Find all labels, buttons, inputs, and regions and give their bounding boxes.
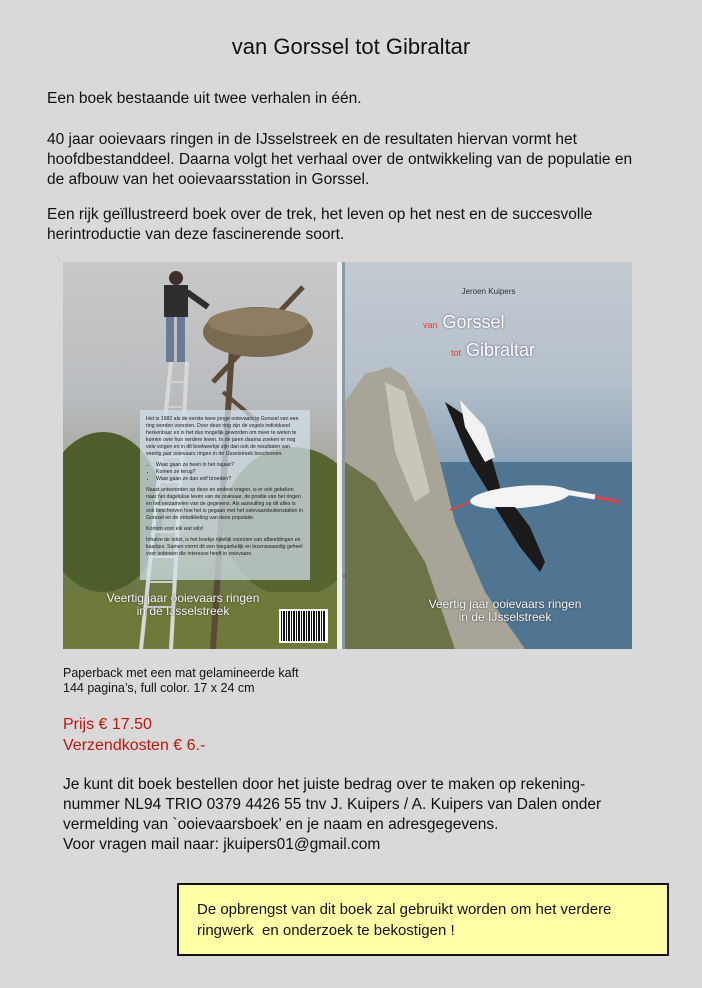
book-info [63, 666, 299, 696]
illustrated-paragraph: Een rijk geïllustreerd boek over de trek, het leven op het nest en de succesvolle herintroductie van deze fascinerende soort. [47, 206, 593, 243]
page-title: van Gorssel tot Gibraltar [231, 34, 471, 59]
order-line: nummer NL94 TRIO 0379 4426 55 tnv J. Kuipers / A. Kuipers van Dalen onder [63, 796, 602, 813]
order-line: Je kunt dit boek bestellen door het juiste bedrag over te maken op rekening- [63, 776, 586, 793]
cover-title-prefix: tot [451, 348, 462, 358]
back-text: Kortom voor elk wat wils! [146, 526, 204, 532]
info-line: 144 pagina’s, full color. 17 x 24 cm [63, 681, 255, 695]
person-body [164, 285, 188, 317]
stork-nest-top [208, 308, 308, 336]
back-cover [63, 262, 337, 649]
cover-title-prefix: van [423, 320, 438, 330]
back-bullet: • Waar gaan ze dan zelf broeden? [156, 476, 304, 483]
back-text: Het is 1982 als de eerste twee jonge ooievaars in Gorssel van een ring worden voorzien. Door deze ring zijn de vogels individueel herkenbaar en is het dus mogelijk geworden om meer te weten te komen over hun verdere leven. In de jaren daarna zoeken er nog vele volgen en in dit boekwerkje zijn dan ook de resultaten van veertig jaar ooievaars ringen in de IJsselstreek beschreven. [146, 416, 299, 457]
order-instructions [63, 775, 663, 855]
note-line: ringwerk en onderzoek te bekostigen ! [197, 922, 455, 939]
person-leg [166, 317, 174, 362]
proceeds-note [177, 883, 669, 956]
back-cover-text [140, 410, 310, 580]
barcode [279, 609, 328, 643]
back-text: Naast antwoorden op deze en andere vragen, is er ook gekeken naar het dagelijkse leven van de ooievaar, de positie van het ringen en het verzamelen van de gegevens. Als aanvulling op dit alles is ook beschreven hoe het is gegaan met het ooievaarsbuitenstation in Gorssel en de ontwikkeling van deze populatie. [146, 487, 303, 521]
back-bullet: • Waar gaan ze heen in het najaar? [156, 462, 304, 469]
person-arm [187, 292, 208, 307]
back-cover-caption [93, 592, 273, 618]
cover-title-line2 [451, 340, 535, 361]
price-block [63, 714, 205, 756]
caption-line: Veertig jaar ooievaars ringen [106, 591, 260, 605]
back-text: Inhalve de tekst, is het boekje rijkelijk voorzien van afbeeldingen en kaartjes. Samen vormt dit een toegankelijk en lezenswaardig geheel voor iedereen die interesse heeft in ooievaars. [146, 537, 303, 557]
front-cover [345, 262, 632, 649]
book-cover-image [63, 262, 632, 649]
order-contact-line: Voor vragen mail naar: jkuipers01@gmail.com [63, 836, 381, 853]
caption-line: Veertig jaar ooievaars ringen [428, 597, 582, 611]
person-head [169, 271, 183, 285]
info-line: Paperback met een mat gelamineerde kaft [63, 666, 299, 680]
cover-author: Jeroen Kuipers [461, 287, 516, 296]
main-paragraph: 40 jaar ooievaars ringen in de IJsselstreek en de resultaten hiervan vormt het hoofdbestanddeel. Daarna volgt het verhaal over de ontwikkeling van de populatie en de afbouw van het ooievaarsstation in Gorssel. [47, 131, 633, 188]
intro-paragraph: Een boek bestaande uit twee verhalen in één. [47, 90, 362, 107]
note-line: De opbrengst van dit boek zal gebruikt worden om het verdere [197, 901, 612, 918]
cover-title-word: Gorssel [442, 312, 505, 332]
cover-title-line1 [423, 312, 505, 333]
caption-line: in de IJsselstreek [136, 604, 230, 618]
back-bullet: • Komen ze terug? [156, 469, 304, 476]
caption-line: in de IJsselstreek [458, 610, 552, 624]
cover-title-word: Gibraltar [466, 340, 536, 360]
front-cover-caption [405, 598, 605, 624]
price-text: Prijs € 17.50 [63, 716, 152, 733]
shipping-text: Verzendkosten € 6.- [63, 737, 206, 754]
order-line: vermelding van `ooievaarsboek’ en je naam en adresgegevens. [63, 816, 499, 833]
person-leg [177, 317, 185, 362]
